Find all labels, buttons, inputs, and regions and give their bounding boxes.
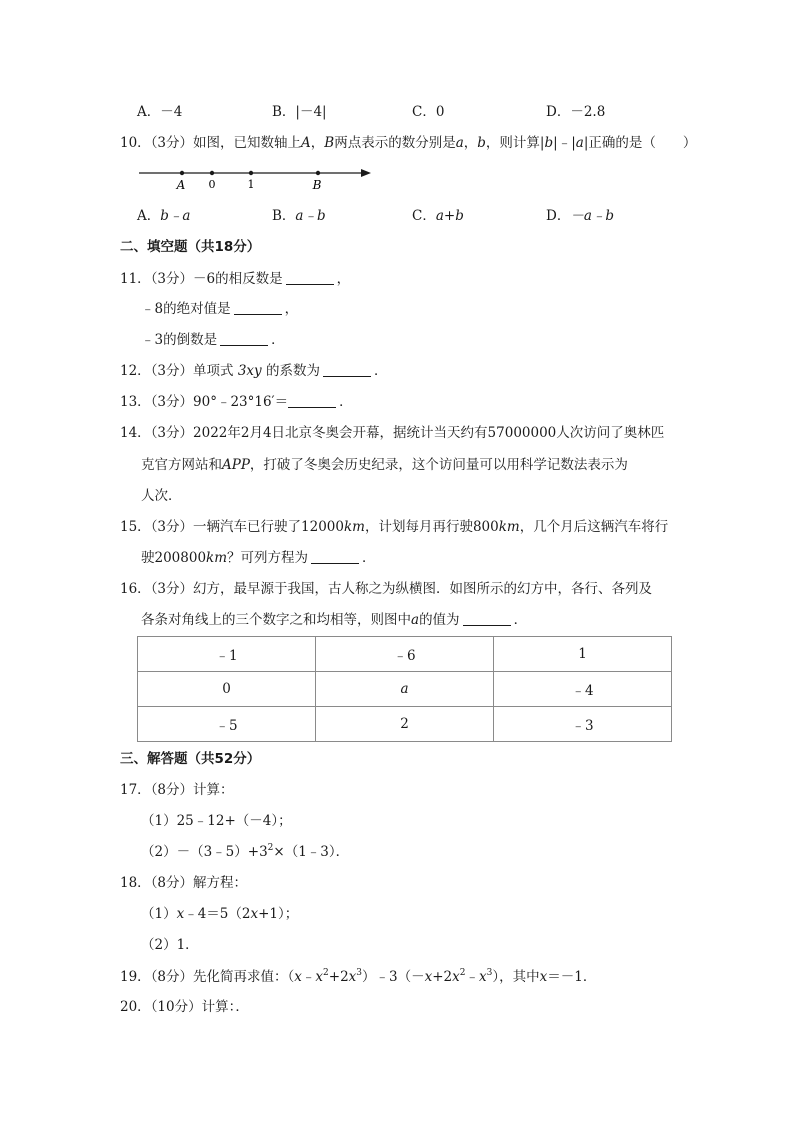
table-cell: a [316,672,494,707]
q10-option-d: D．－a﹣b [546,208,615,224]
table-cell: 2 [316,707,494,742]
answer-blank[interactable] [220,333,268,346]
q20-stem: 20．（10分）计算：． [120,999,249,1015]
q9-option-d: D．－2.8 [546,104,606,120]
table-cell: 1 [494,637,672,672]
q12-stem: 12．（3分）单项式 3xy 的系数为 ． [120,363,388,379]
q9-option-b: B．|－4| [272,104,327,120]
q18-part1: （1）x﹣4＝5（2x+1）； [141,906,299,922]
q16-line1: 16．（3分）幻方，最早源于我国，古人称之为纵横图．如图所示的幻方中，各行、各列及 [120,581,653,597]
point-a-label: A [176,178,186,192]
q17-stem: 17．（8分）计算： [120,782,234,798]
q14-line3: 人次． [141,488,182,504]
table-cell: 0 [138,672,316,707]
q11-line1: 11．（3分）－6的相反数是 ， [120,271,351,287]
point-zero-label: 0 [208,178,216,191]
q9-option-c: C．0 [412,104,445,120]
section-fill-in-title: 二、填空题（共18分） [120,239,261,255]
point-one-label: 1 [247,178,255,191]
magic-square-table [137,636,672,742]
section-solve-title: 三、解答题（共52分） [120,751,261,767]
q16-line2: 各条对角线上的三个数字之和均相等，则图中a的值为 ． [141,612,528,628]
answer-blank[interactable] [234,302,282,315]
table-row [138,637,672,672]
table-cell: ﹣5 [138,707,316,742]
point-one-dot [249,171,253,175]
q15-line2: 驶200800km？可列方程为 ． [141,550,376,566]
point-a-dot [180,171,184,175]
q15-line1: 15．（3分）一辆汽车已行驶了12000km，计划每月再行驶800km，几个月后这辆汽车将行 [120,519,669,535]
q10-option-c: C．a+b [412,208,464,224]
table-row [138,672,672,707]
q10-option-b: B．a﹣b [272,208,326,224]
table-cell: ﹣1 [138,637,316,672]
answer-blank[interactable] [323,364,371,377]
q17-part1: （1）25﹣12+（－4）； [141,813,292,829]
answer-blank[interactable] [311,551,359,564]
point-b-dot [316,171,320,175]
q11-line3: ﹣3的倒数是 ． [141,332,285,348]
point-b-label: B [312,178,322,192]
q18-part2: （2）1． [141,937,199,953]
q9-option-a: A．－4 [137,104,183,120]
table-cell: ﹣3 [494,707,672,742]
answer-blank[interactable] [463,613,511,626]
answer-blank[interactable] [286,272,334,285]
q13-stem: 13．（3分）90°﹣23°16′＝ ． [120,394,353,410]
q17-part2: $(2)-(3﹣5)+3^2\times(1﹣3)$． [141,843,350,860]
q10-option-a: A．b﹣a [137,208,191,224]
number-line-arrow [361,169,371,177]
q11-line2: ﹣8的绝对值是 ， [141,301,299,317]
table-cell: ﹣6 [316,637,494,672]
q19-stem: 19．（8分）先化简再求值：$(x﹣x^2+2x^3)﹣3(-x+2x^2﹣x^3)$，其中x＝－1． [120,968,597,985]
q14-line2: 克官方网站和APP，打破了冬奥会历史纪录，这个访问量可以用科学记数法表示为 [141,457,628,473]
point-zero-dot [210,171,214,175]
table-row [138,707,672,742]
q14-line1: 14．（3分）2022年2月4日北京冬奥会开幕，据统计当天约有57000000人次访问了奥林匹 [120,425,665,441]
q18-stem: 18．（8分）解方程： [120,875,248,891]
answer-blank[interactable] [288,395,336,408]
number-line-figure [135,164,375,196]
table-cell: ﹣4 [494,672,672,707]
q10-stem: 10．（3分）如图，已知数轴上A，B两点表示的数分别是a，b，则计算|b|﹣|a|正确的是（ ） [120,135,697,151]
